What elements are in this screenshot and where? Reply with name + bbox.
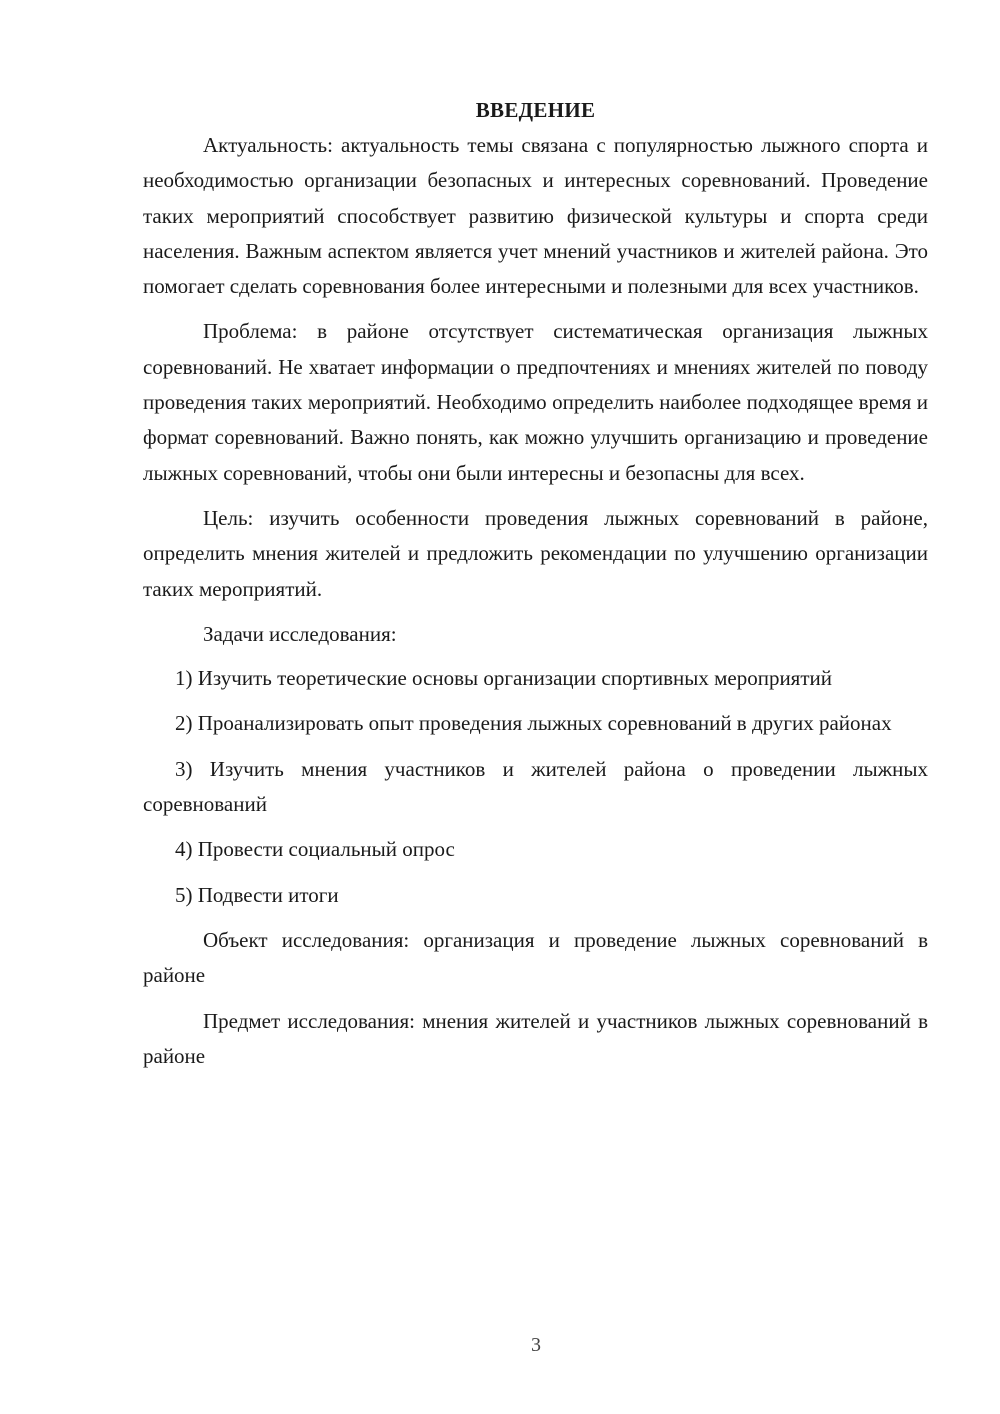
problem-paragraph: Проблема: в районе отсутствует систематическая организация лыжных соревнований. Не хватает информации о предпочтениях и мнениях жителей по поводу проведения таких мероприятий. Необходимо определить наиболее подходящее время и формат соревнований. Важно понять, как можно улучшить организацию и проведение лыжных соревнований, чтобы они были интересны и безопасны для всех. [143,319,928,485]
relevance-paragraph: Актуальность: актуальность темы связана с популярностью лыжного спорта и необходимостью организации безопасных и интересных соревнований. Проведение таких мероприятий способствует развитию физической культуры и спорта среди населения. Важным аспектом является учет мнений участников и жителей района. Это помогает сделать соревнования более интересными и полезными для всех участников. [143,133,928,299]
section-title: ВВЕДЕНИЕ [475,98,596,122]
tasks-heading: Задачи исследования: [203,621,397,646]
goal-paragraph: Цель: изучить особенности проведения лыжных соревнований в районе, определить мнения жителей и предложить рекомендации по улучшению организации таких мероприятий. [143,505,928,601]
task-item-2: 2) Проанализировать опыт проведения лыжных соревнований в других районах [175,711,892,736]
research-subject-paragraph: Предмет исследования: мнения жителей и участников лыжных соревнований в районе [143,1008,928,1068]
document-page [143,92,928,1084]
page-number: 3 [531,1334,541,1356]
task-item-1: 1) Изучить теоретические основы организации спортивных мероприятий [175,666,832,691]
task-item-5: 5) Подвести итоги [175,882,339,907]
task-item-3: 3) Изучить мнения участников и жителей района о проведении лыжных соревнований [143,756,928,817]
research-object-paragraph: Объект исследования: организация и проведение лыжных соревнований в районе [143,927,928,988]
task-item-4: 4) Провести социальный опрос [175,837,455,862]
